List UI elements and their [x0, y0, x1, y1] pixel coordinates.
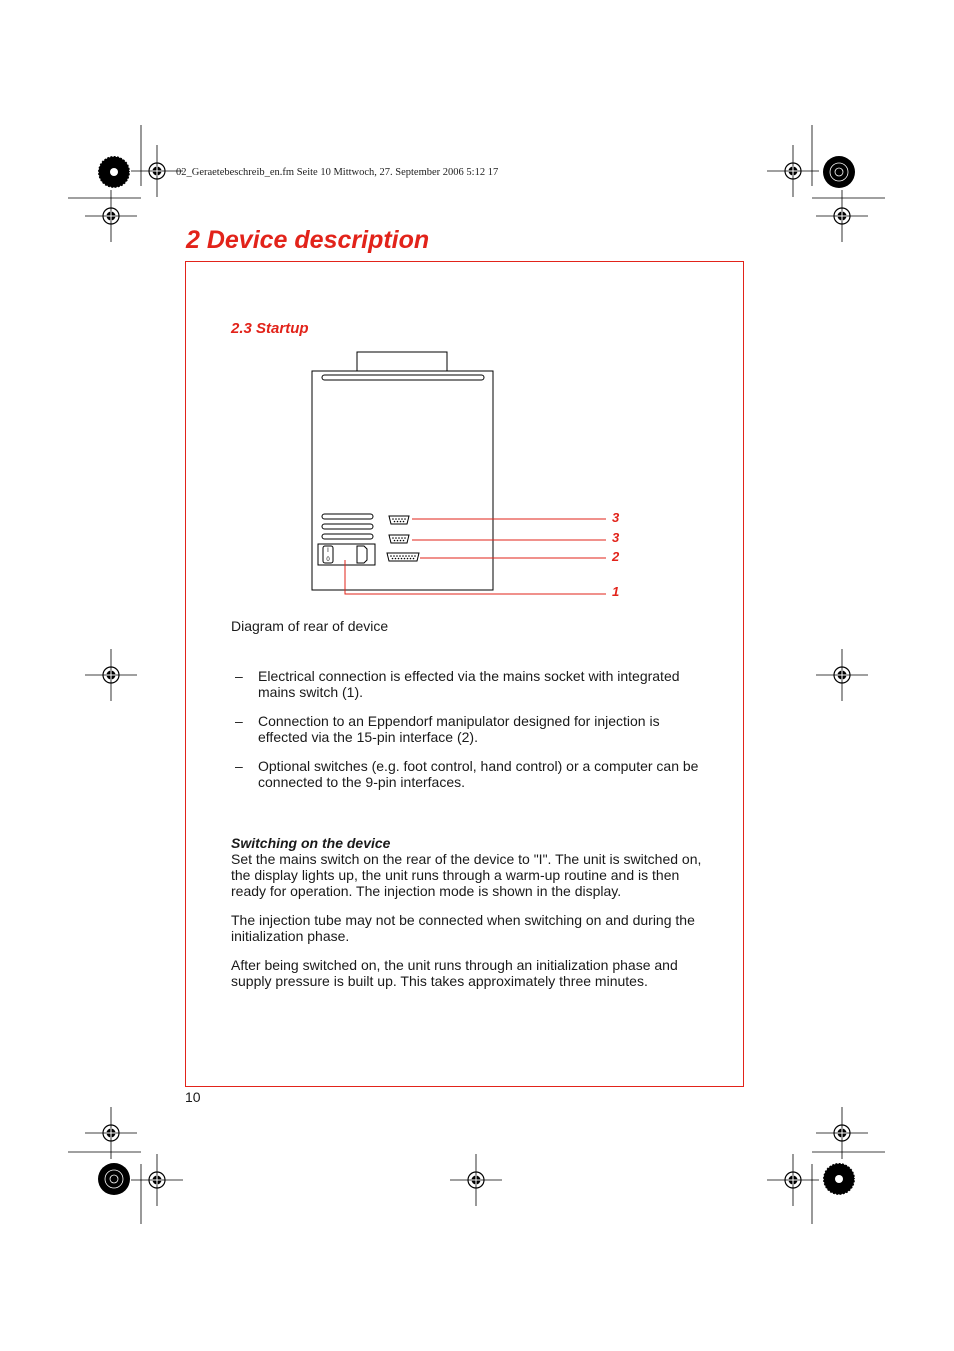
- paragraph: After being switched on, the unit runs through an initialization phase and supply pressure is built up. This takes approximately three minutes.: [231, 957, 678, 989]
- power-inlet: [357, 546, 367, 563]
- paragraph: Set the mains switch on the rear of the device to "I". The unit is switched on, the display lights up, the unit runs through a warm-up routine and is then ready for operation. The injection mode is shown in the display.: [231, 851, 702, 899]
- list-item: [231, 758, 701, 790]
- registration-mark: [131, 1154, 183, 1206]
- paragraph: The injection tube may not be connected when switching on and during the initialization phase.: [231, 912, 695, 944]
- list-item-text: Electrical connection is effected via the mains socket with integrated mains switch (1).: [258, 668, 680, 700]
- starburst-bottom-left: [98, 1163, 130, 1195]
- switch-on-label: I: [327, 548, 329, 554]
- callout-number: 2: [612, 549, 620, 564]
- vent-slot: [322, 524, 373, 529]
- callout-number: 3: [612, 530, 620, 545]
- switch-off-label: 0: [326, 557, 330, 563]
- interface-9pin-b: [389, 535, 409, 543]
- device-body: [312, 371, 493, 590]
- callout-number: 1: [612, 584, 620, 599]
- page-number: 10: [185, 1089, 201, 1105]
- connection-list: [231, 668, 701, 803]
- registration-mark: [450, 1154, 502, 1206]
- interface-15pin: [387, 553, 419, 561]
- top-vent-slot: [322, 375, 484, 380]
- bullet-dash: –: [235, 758, 243, 774]
- pins-9b: [392, 537, 406, 541]
- leader-line: [345, 560, 606, 594]
- vent-slot: [322, 534, 373, 539]
- subsection-heading: Switching on the device: [231, 835, 391, 851]
- list-item-text: Optional switches (e.g. foot control, hand control) or a computer can be connected to the 9-pin interfaces.: [258, 758, 699, 790]
- section-title: 2.3 Startup: [231, 320, 309, 337]
- file-info-header: 02_Geraetebeschreib_en.fm Seite 10 Mittwoch, 27. September 2006 5:12 17: [176, 167, 499, 178]
- registration-mark: [816, 1107, 868, 1159]
- bullet-dash: –: [235, 713, 243, 729]
- list-item-text: Connection to an Eppendorf manipulator designed for injection is effected via the 15-pin interface (2).: [258, 713, 660, 745]
- bullet-dash: –: [235, 668, 243, 684]
- switching-on-section: [231, 835, 706, 1002]
- starburst-bottom-right: [823, 1163, 855, 1195]
- registration-mark: [85, 1107, 137, 1159]
- pins-15: [390, 555, 416, 559]
- diagram-caption: Diagram of rear of device: [231, 618, 389, 634]
- callout-number: 3: [612, 510, 620, 525]
- vent-slot: [322, 514, 373, 519]
- list-item: [231, 668, 701, 700]
- interface-9pin-a: [389, 516, 409, 524]
- registration-mark: [767, 1154, 819, 1206]
- list-item: [231, 713, 701, 745]
- pins-9a: [392, 518, 406, 522]
- chapter-title: 2 Device description: [186, 226, 430, 254]
- device-handle: [357, 352, 447, 371]
